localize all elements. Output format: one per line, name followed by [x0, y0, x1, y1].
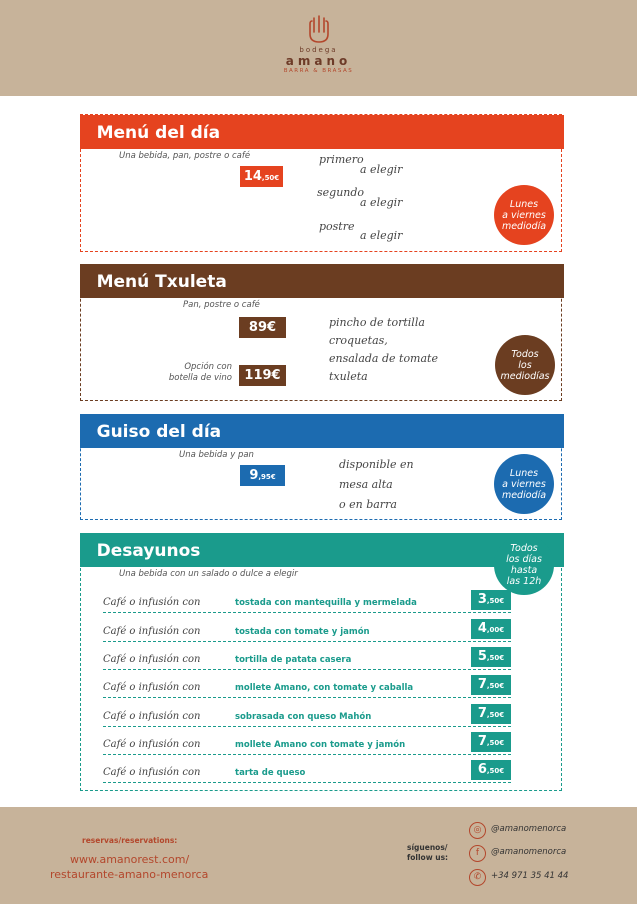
row-item: sobrasada con queso Mahón — [235, 712, 372, 722]
guiso-note: Una bebida y pan — [179, 450, 254, 460]
course-postre-sub: a elegir — [360, 229, 403, 242]
course-segundo-sub: a elegir — [360, 196, 403, 209]
section-menu-dia — [80, 114, 562, 252]
guiso-item-3: o en barra — [339, 498, 397, 511]
txuleta-note: Pan, postre o café — [183, 300, 260, 310]
phone-icon: ✆ — [469, 869, 486, 886]
txuleta-item-3: ensalada de tomate — [329, 352, 438, 365]
guiso-badge: Lunes a viernes mediodía — [494, 454, 554, 514]
row-price: 7,50€ — [471, 732, 511, 752]
list-item — [103, 763, 511, 783]
txuleta-price-1: 89€ — [239, 317, 286, 338]
row-item: tortilla de patata casera — [235, 655, 352, 665]
list-item — [103, 650, 511, 670]
menu-dia-price: 14,50€ — [240, 166, 283, 187]
website-link-line-2[interactable]: restaurante-amano-menorca — [50, 868, 209, 881]
row-prefix: Café o infusión con — [103, 739, 201, 750]
row-price: 7,50€ — [471, 704, 511, 724]
txuleta-item-1: pincho de tortilla — [329, 316, 425, 329]
txuleta-item-4: txuleta — [329, 370, 368, 383]
row-item: tostada con mantequilla y mermelada — [235, 598, 417, 608]
guiso-item-1: disponible en — [339, 458, 414, 471]
row-prefix: Café o infusión con — [103, 767, 201, 778]
section-txuleta — [80, 264, 562, 401]
desayunos-badge: Todos los días hasta las 12h — [494, 535, 554, 595]
row-price: 7,50€ — [471, 675, 511, 695]
row-item: tostada con tomate y jamón — [235, 627, 370, 637]
list-item — [103, 707, 511, 727]
follow-label: síguenos/ follow us: — [407, 843, 449, 862]
footer — [0, 807, 637, 904]
logo — [0, 14, 637, 74]
website-link-line-1[interactable]: www.amanorest.com/ — [70, 853, 190, 866]
row-prefix: Café o infusión con — [103, 654, 201, 665]
hand-icon — [307, 14, 331, 44]
logo-small: bodega — [299, 46, 338, 54]
txuleta-option-note: Opción con botella de vino — [168, 362, 232, 383]
instagram-icon: ◎ — [469, 822, 486, 839]
txuleta-item-2: croquetas, — [329, 334, 388, 347]
row-prefix: Café o infusión con — [103, 711, 201, 722]
menu-dia-badge: Lunes a viernes mediodía — [494, 185, 554, 245]
list-item — [103, 593, 511, 613]
header — [0, 0, 637, 96]
course-postre: postre — [319, 220, 355, 233]
instagram-handle: @amanomenorca — [491, 824, 567, 834]
course-primero-sub: a elegir — [360, 163, 403, 176]
row-price: 3,50€ — [471, 590, 511, 610]
row-prefix: Café o infusión con — [103, 682, 201, 693]
course-segundo: segundo — [317, 186, 365, 199]
row-price: 6,50€ — [471, 760, 511, 780]
list-item — [103, 678, 511, 698]
row-price: 4,00€ — [471, 619, 511, 639]
section-title-menu-dia: Menú del día — [80, 115, 564, 149]
guiso-item-2: mesa alta — [339, 478, 393, 491]
guiso-price: 9,95€ — [240, 465, 285, 486]
section-title-desayunos: Desayunos — [80, 533, 564, 567]
row-item: mollete Amano, con tomate y caballa — [235, 683, 414, 693]
menu-dia-note: Una bebida, pan, postre o café — [119, 151, 251, 161]
row-item: mollete Amano con tomate y jamón — [235, 740, 406, 750]
txuleta-price-2: 119€ — [239, 365, 286, 386]
row-item: tarta de queso — [235, 768, 306, 778]
reservations-label: reservas/reservations: — [82, 836, 178, 845]
phone-number: +34 971 35 41 44 — [491, 871, 569, 881]
row-prefix: Café o infusión con — [103, 597, 201, 608]
desayunos-note: Una bebida con un salado o dulce a elegir — [119, 569, 298, 579]
txuleta-badge: Todos los mediodías — [495, 335, 555, 395]
logo-brand: amano — [285, 54, 352, 68]
section-title-txuleta: Menú Txuleta — [80, 264, 564, 298]
row-price: 5,50€ — [471, 647, 511, 667]
course-primero: primero — [319, 153, 364, 166]
list-item — [103, 622, 511, 642]
row-prefix: Café o infusión con — [103, 626, 201, 637]
section-guiso — [80, 414, 562, 520]
logo-sub: BARRA & BRASAS — [283, 68, 354, 74]
facebook-handle: @amanomenorca — [491, 847, 567, 857]
section-title-guiso: Guiso del día — [80, 414, 564, 448]
list-item — [103, 735, 511, 755]
facebook-icon: f — [469, 845, 486, 862]
